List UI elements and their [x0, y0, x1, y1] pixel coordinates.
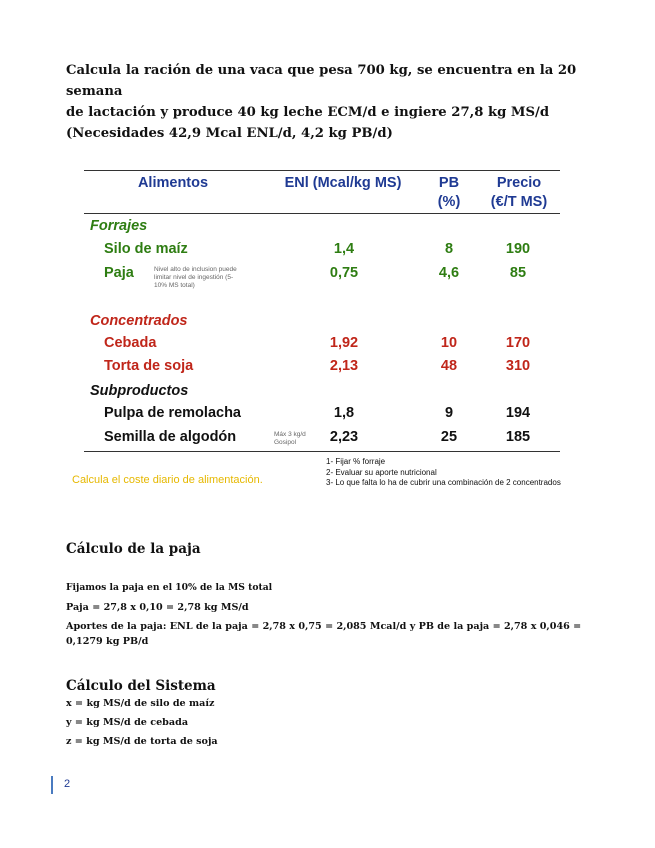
- row-paja-precio: 85: [509, 265, 527, 281]
- paja-line-3-mid: = 2,78 x 0,75 = 2,085 Mcal/d y: [247, 621, 419, 632]
- row-soja-pb: 48: [440, 358, 458, 374]
- paja-line-3: [66, 620, 586, 634]
- cost-instruction: Calcula el coste diario de alimentación.: [72, 474, 263, 486]
- method-step-3: 3- Lo que falta lo ha de cubrir una combinación de 2 concentrados: [326, 478, 561, 487]
- sistema-section-title: Cálculo del Sistema: [66, 678, 216, 694]
- problem-line-2: de lactación y produce 40 kg leche ECM/d e ingiere 27,8 kg MS/d: [66, 105, 550, 120]
- row-paja-enl: 0,75: [329, 265, 359, 281]
- algodon-note-line1: Máx 3 kg/d: [274, 431, 306, 438]
- row-paja-pb: 4,6: [438, 265, 460, 281]
- paja-section-title: Cálculo de la paja: [66, 541, 201, 557]
- table-top-rule: [84, 170, 560, 171]
- row-silo-enl: 1,4: [333, 241, 355, 257]
- problem-line-1: Calcula la ración de una vaca que pesa 700 kg, se encuentra en la 20 semana: [66, 63, 577, 99]
- problem-line-3: (Necesidades 42,9 Mcal ENL/d, 4,2 kg PB/d): [66, 126, 393, 141]
- header-precio: [482, 174, 556, 212]
- category-forrajes: Forrajes: [90, 218, 148, 234]
- row-cebada-enl: 1,92: [329, 335, 359, 351]
- paja-note-line3: 10% MS total): [154, 282, 195, 289]
- paja-note-line2: limitar nivel de ingestión (5-: [154, 274, 234, 281]
- row-silo-pb: 8: [444, 241, 454, 257]
- table-bottom-rule: [84, 451, 560, 452]
- row-silo-precio: 190: [505, 241, 531, 257]
- header-precio-line1: Precio: [496, 175, 542, 191]
- sistema-var-y: y = kg MS/d de cebada: [66, 717, 189, 728]
- footer-accent-bar: [51, 776, 53, 794]
- header-precio-line2: (€/T MS): [490, 194, 548, 210]
- paja-line-3-pb: PB de la paja: [418, 621, 490, 632]
- row-paja-name: Paja: [104, 265, 134, 281]
- paja-line-3-end: = 2,78 x 0,046 =: [489, 621, 582, 632]
- method-steps: [326, 457, 561, 489]
- row-algodon-enl: 2,23: [329, 429, 359, 445]
- category-concentrados: Concentrados: [90, 313, 188, 329]
- method-step-2: 2- Evaluar su aporte nutricional: [326, 467, 437, 477]
- algodon-note-line2: Gosipol: [274, 439, 297, 446]
- row-algodon-pb: 25: [440, 429, 458, 445]
- row-algodon-precio: 185: [505, 429, 531, 445]
- row-soja-precio: 310: [505, 358, 531, 374]
- paja-line-2: Paja = 27,8 x 0,10 = 2,78 kg MS/d: [66, 602, 249, 613]
- paja-note-line1: Nivel alto de inclusion puede: [154, 266, 237, 273]
- method-step-1: 1- Fijar % forraje: [326, 457, 386, 466]
- row-soja-name: Torta de soja: [104, 358, 194, 374]
- row-pulpa-pb: 9: [444, 405, 454, 421]
- paja-line-4: 0,1279 kg PB/d: [66, 636, 149, 647]
- table-header-rule: [84, 213, 560, 214]
- header-pb-line1: PB: [438, 175, 460, 191]
- paja-line-1: Fijamos la paja en el 10% de la MS total: [66, 582, 273, 593]
- row-paja-note: [154, 266, 237, 290]
- row-pulpa-enl: 1,8: [333, 405, 355, 421]
- row-soja-enl: 2,13: [329, 358, 359, 374]
- row-silo-name: Silo de maíz: [104, 241, 188, 257]
- row-pulpa-name: Pulpa de remolacha: [104, 405, 241, 421]
- sistema-var-z: z = kg MS/d de torta de soja: [66, 736, 218, 747]
- page-number: 2: [64, 778, 71, 790]
- row-algodon-note: [274, 431, 306, 447]
- row-pulpa-precio: 194: [505, 405, 531, 421]
- row-cebada-name: Cebada: [104, 335, 157, 351]
- row-algodon-name: Semilla de algodón: [104, 429, 237, 445]
- row-cebada-pb: 10: [440, 335, 458, 351]
- sistema-var-x: x = kg MS/d de silo de maíz: [66, 698, 215, 709]
- paja-line-3-prefix: Aportes de la paja:: [66, 621, 170, 632]
- header-pb-line2: (%): [437, 194, 461, 210]
- header-alimentos: Alimentos: [137, 175, 209, 191]
- header-pb: [424, 174, 474, 212]
- paja-line-3-enl: ENL de la paja: [169, 621, 248, 632]
- row-cebada-precio: 170: [505, 335, 531, 351]
- category-subproductos: Subproductos: [90, 383, 189, 399]
- header-enl: ENl (Mcal/kg MS): [284, 175, 402, 191]
